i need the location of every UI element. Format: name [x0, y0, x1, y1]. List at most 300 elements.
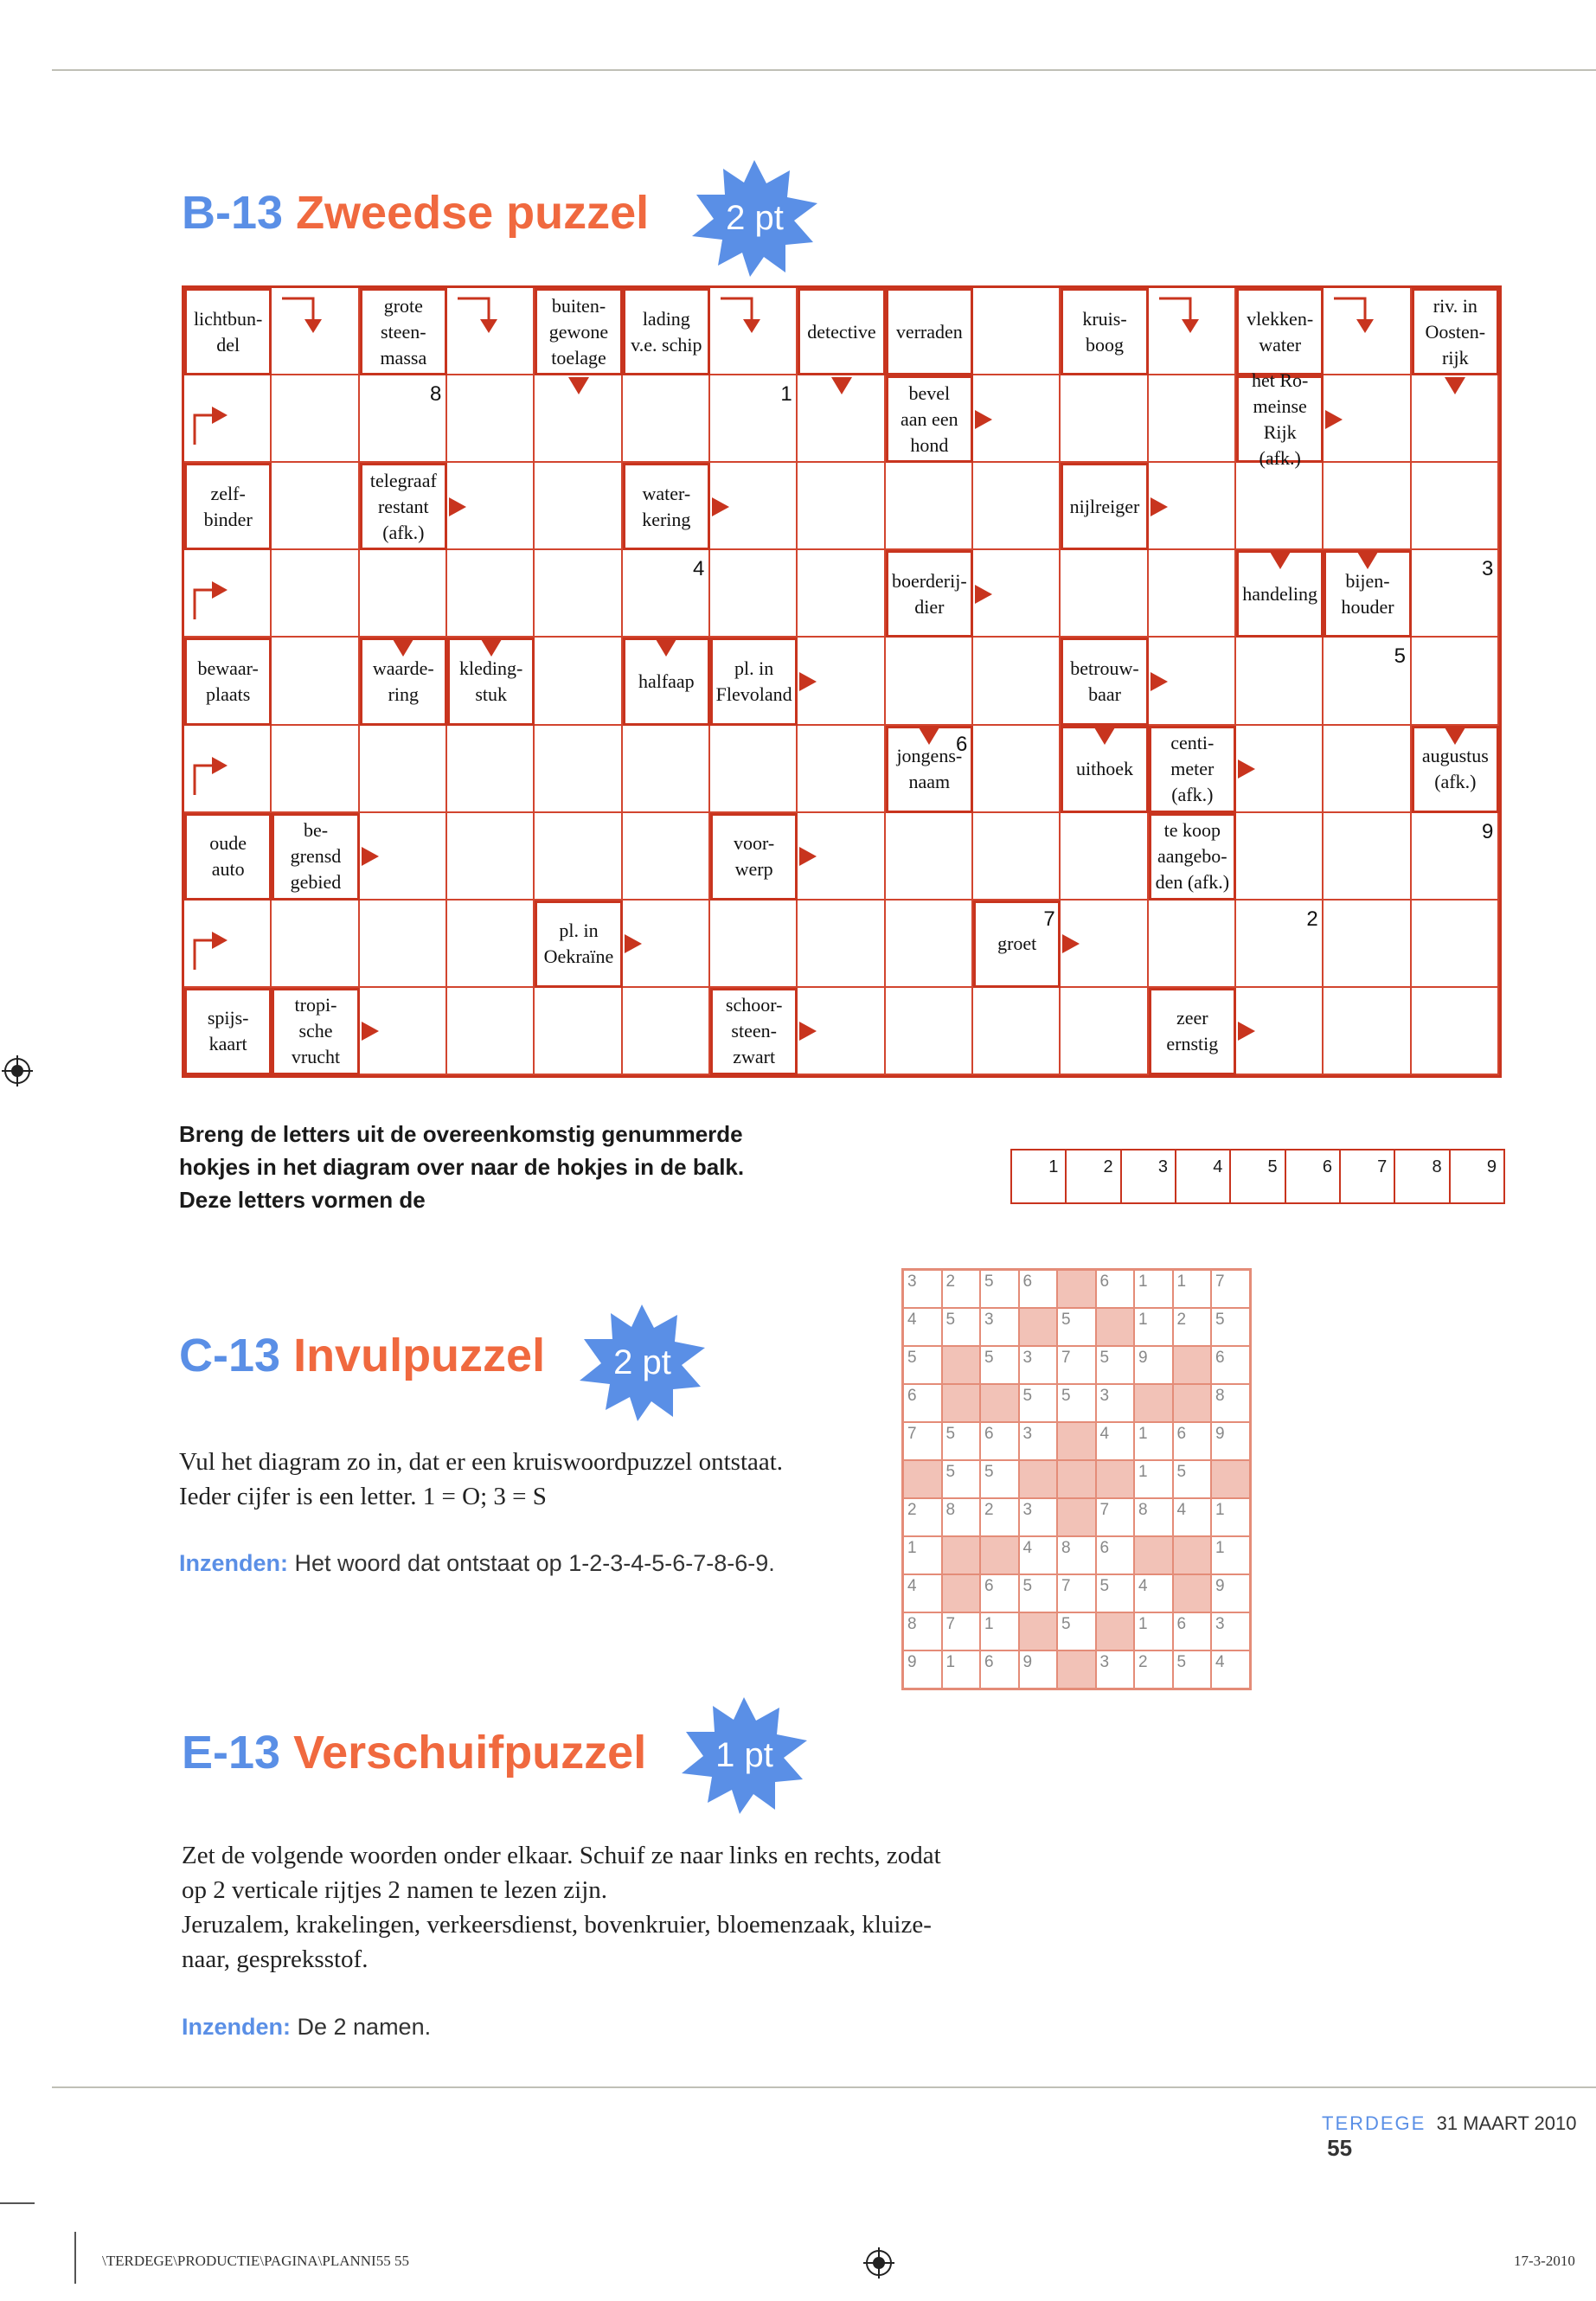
clue-line: aangebo-	[1157, 845, 1227, 868]
number-cell[interactable]: 2	[904, 1499, 943, 1537]
cell-number: 1	[780, 382, 792, 407]
answer-cell[interactable]	[360, 901, 447, 988]
blocked-cell	[904, 1461, 943, 1499]
solution-cell[interactable]	[1122, 1150, 1176, 1202]
clue-line: meinse	[1253, 394, 1307, 417]
c13-points: 2 pt	[613, 1343, 671, 1381]
number-cell[interactable]: 5	[904, 1347, 943, 1385]
answer-cell[interactable]	[272, 375, 359, 463]
clue-line: waarde-	[372, 657, 434, 679]
blocked-cell	[1020, 1613, 1059, 1651]
number-cell[interactable]: 6	[981, 1423, 1020, 1461]
clue-line: detective	[807, 320, 876, 343]
number-cell[interactable]: 1	[1135, 1309, 1174, 1347]
solution-number: 4	[1213, 1157, 1223, 1176]
clue-line: steen-	[731, 1020, 777, 1042]
clue-cell	[1236, 288, 1324, 375]
number-cell[interactable]: 5	[943, 1423, 982, 1461]
clue-text	[549, 293, 608, 371]
answer-cell[interactable]	[535, 813, 622, 901]
clue-line: betrouw-	[1070, 657, 1139, 679]
number-cell[interactable]: 2	[1135, 1651, 1174, 1689]
number-cell[interactable]: 6	[1020, 1271, 1059, 1309]
blocked-cell	[1097, 1461, 1136, 1499]
bent-arrow-down-icon	[1332, 295, 1384, 338]
solution-number: 5	[1267, 1157, 1278, 1176]
arrow-down-icon	[393, 639, 413, 657]
answer-cell[interactable]	[1149, 550, 1236, 638]
number-cell[interactable]: 1	[1135, 1271, 1174, 1309]
answer-cell[interactable]	[447, 988, 535, 1075]
blocked-cell	[1058, 1423, 1097, 1461]
answer-cell[interactable]	[447, 813, 535, 901]
clue-line: restant	[377, 495, 429, 517]
number-cell[interactable]: 7	[904, 1423, 943, 1461]
clue-text	[642, 481, 690, 533]
answer-cell[interactable]	[798, 463, 885, 550]
number-cell[interactable]: 2	[981, 1499, 1020, 1537]
number-cell[interactable]: 5	[1097, 1347, 1136, 1385]
number-cell[interactable]: 9	[1020, 1651, 1059, 1689]
answer-cell[interactable]	[1412, 463, 1499, 550]
clue-cell	[1412, 288, 1499, 375]
answer-cell[interactable]	[360, 550, 447, 638]
answer-cell[interactable]	[1149, 901, 1236, 988]
cell-number: 8	[430, 382, 442, 407]
answer-cell[interactable]	[1412, 638, 1499, 725]
answer-cell[interactable]	[886, 813, 973, 901]
solution-number: 8	[1432, 1157, 1442, 1176]
blocked-cell	[1135, 1537, 1174, 1575]
e13-points-badge	[682, 1697, 807, 1814]
number-cell[interactable]: 5	[943, 1461, 982, 1499]
clue-line: meter	[1170, 758, 1215, 780]
clue-text	[459, 656, 522, 708]
answer-cell[interactable]	[272, 638, 359, 725]
solution-cell[interactable]	[1012, 1150, 1067, 1202]
answer-cell[interactable]	[1061, 375, 1148, 463]
cell-number: 6	[956, 732, 968, 756]
answer-cell[interactable]	[973, 726, 1061, 813]
number-cell[interactable]: 6	[1097, 1537, 1136, 1575]
clue-text	[716, 656, 792, 708]
number-cell[interactable]: 3	[904, 1271, 943, 1309]
answer-cell[interactable]	[535, 638, 622, 725]
c13-name: Invulpuzzel	[293, 1330, 546, 1381]
number-cell[interactable]: 6	[1212, 1347, 1251, 1385]
number-cell[interactable]: 9	[1212, 1423, 1251, 1461]
clue-line: kleding-	[459, 657, 523, 679]
clue-line: halfaap	[638, 670, 695, 692]
clue-line: kaart	[208, 1033, 247, 1055]
clue-cell	[272, 813, 359, 901]
clue-line: v.e. schip	[631, 333, 702, 356]
number-cell[interactable]: 5	[943, 1309, 982, 1347]
answer-cell[interactable]	[1061, 550, 1148, 638]
clue-text	[1242, 581, 1317, 607]
number-cell[interactable]: 5	[1174, 1651, 1213, 1689]
clue-line: water-	[642, 482, 691, 504]
arrow-down-icon	[919, 727, 939, 745]
number-cell[interactable]: 7	[1212, 1271, 1251, 1309]
answer-cell[interactable]	[272, 726, 359, 813]
number-cell[interactable]: 8	[1135, 1499, 1174, 1537]
cell-number: 7	[1043, 907, 1055, 931]
clue-line: zelf-	[210, 482, 246, 504]
clue-text	[1341, 568, 1394, 620]
cell-number: 5	[1394, 644, 1407, 669]
answer-cell[interactable]	[1324, 988, 1411, 1075]
clue-text	[1070, 656, 1138, 708]
clue-line: boog	[1085, 333, 1124, 356]
clue-cell	[710, 988, 798, 1075]
number-cell[interactable]: 3	[981, 1309, 1020, 1347]
number-cell[interactable]: 5	[1212, 1309, 1251, 1347]
number-cell[interactable]: 2	[943, 1271, 982, 1309]
clue-line: hond	[910, 433, 949, 456]
e13-name: Verschuifpuzzel	[293, 1727, 647, 1779]
number-cell[interactable]: 1	[981, 1613, 1020, 1651]
solution-cell[interactable]	[1286, 1150, 1341, 1202]
clue-line: Rijk (afk.)	[1259, 420, 1301, 469]
number-cell[interactable]: 4	[904, 1309, 943, 1347]
clue-line: Flevoland	[715, 683, 792, 705]
number-cell[interactable]: 6	[904, 1385, 943, 1423]
answer-cell[interactable]	[886, 463, 973, 550]
number-cell[interactable]: 8	[904, 1613, 943, 1651]
answer-cell[interactable]	[710, 726, 798, 813]
clue-line: (afk.)	[382, 521, 425, 543]
clue-text	[807, 319, 875, 345]
answer-cell[interactable]	[447, 726, 535, 813]
clue-line: binder	[203, 508, 253, 530]
number-cell[interactable]: 5	[981, 1271, 1020, 1309]
clue-line: schoor-	[725, 994, 783, 1016]
swedish-crossword-grid	[182, 285, 1502, 1078]
number-cell[interactable]: 5	[981, 1347, 1020, 1385]
clue-cell	[886, 288, 973, 375]
number-cell[interactable]: 3	[1020, 1423, 1059, 1461]
number-cell[interactable]: 8	[943, 1499, 982, 1537]
instruction-line: Deze letters vormen de	[179, 1187, 426, 1213]
number-cell[interactable]: 4	[1135, 1575, 1174, 1613]
number-cell[interactable]: 4	[1020, 1537, 1059, 1575]
crop-mark	[0, 2202, 35, 2204]
solution-cell[interactable]	[1067, 1150, 1121, 1202]
top-rule	[52, 69, 1596, 71]
number-cell[interactable]: 3	[1097, 1651, 1136, 1689]
clue-cell	[535, 288, 622, 375]
arrow-right-icon	[449, 497, 466, 516]
number-cell[interactable]: 5	[1097, 1575, 1136, 1613]
answer-cell[interactable]	[973, 463, 1061, 550]
solution-cell[interactable]	[1395, 1150, 1450, 1202]
answer-cell[interactable]	[623, 375, 710, 463]
clue-line: houder	[1341, 595, 1394, 618]
clue-line: lichtbun-	[193, 307, 263, 330]
number-cell[interactable]: 5	[981, 1461, 1020, 1499]
number-cell[interactable]: 4	[1097, 1423, 1136, 1461]
clue-cell	[535, 901, 622, 988]
b13-points-badge	[692, 160, 817, 277]
answer-cell[interactable]	[623, 988, 710, 1075]
answer-cell[interactable]	[1324, 726, 1411, 813]
footer-running	[1322, 2112, 1596, 2162]
answer-cell[interactable]	[886, 638, 973, 725]
solution-number: 1	[1048, 1157, 1059, 1176]
clue-cell	[360, 288, 447, 375]
answer-cell[interactable]	[1324, 463, 1411, 550]
number-cell[interactable]: 3	[1212, 1613, 1251, 1651]
number-cell[interactable]: 9	[904, 1651, 943, 1689]
solution-cell[interactable]	[1231, 1150, 1285, 1202]
e13-points: 1 pt	[715, 1736, 773, 1774]
clue-text	[209, 830, 247, 882]
footer-path: \TERDEGE\PRODUCTIE\PAGINA\PLANNI55 55	[102, 2253, 409, 2269]
clue-text	[197, 656, 258, 708]
e13-text-line: op 2 verticale rijtjes 2 namen te lezen zijn.	[182, 1876, 607, 1904]
cell-number: 9	[1482, 819, 1494, 843]
answer-cell[interactable]	[447, 375, 535, 463]
clue-line: auto	[211, 858, 245, 881]
arrow-right-icon	[799, 672, 817, 691]
solution-cell[interactable]	[1176, 1150, 1231, 1202]
number-cell[interactable]: 1	[904, 1537, 943, 1575]
clue-text	[208, 1005, 249, 1057]
solution-cell[interactable]	[1341, 1150, 1395, 1202]
send-text: De 2 namen.	[291, 2014, 432, 2040]
number-cell[interactable]: 1	[943, 1651, 982, 1689]
answer-cell[interactable]	[272, 463, 359, 550]
page-number: 55	[1327, 2135, 1353, 2161]
clue-cell	[1061, 288, 1148, 375]
blocked-cell	[1174, 1347, 1213, 1385]
blocked-cell	[1058, 1499, 1097, 1537]
number-cell[interactable]: 1	[1174, 1271, 1213, 1309]
clue-line: bijen-	[1345, 569, 1390, 592]
clue-text	[734, 830, 774, 882]
answer-cell[interactable]	[798, 550, 885, 638]
clue-line: Oekraïne	[543, 945, 614, 968]
answer-cell[interactable]	[1324, 813, 1411, 901]
answer-cell[interactable]	[973, 988, 1061, 1075]
crop-mark	[74, 2232, 76, 2284]
blocked-cell	[1174, 1537, 1213, 1575]
clue-line: sche	[298, 1020, 333, 1042]
number-cell[interactable]: 1	[1135, 1423, 1174, 1461]
arrow-right-icon	[362, 847, 379, 866]
answer-cell[interactable]	[272, 901, 359, 988]
answer-cell[interactable]	[798, 901, 885, 988]
arrow-right-icon	[362, 1022, 379, 1041]
answer-cell[interactable]	[272, 550, 359, 638]
e13-text-line: Jeruzalem, krakelingen, verkeersdienst, bovenkruier, bloemenzaak, kluize-	[182, 1911, 932, 1939]
clue-text	[1082, 306, 1126, 358]
send-label: Inzenden:	[182, 2014, 291, 2040]
clue-line: te koop	[1163, 819, 1221, 842]
clue-text	[291, 817, 342, 895]
number-cell[interactable]: 1	[1212, 1499, 1251, 1537]
clue-line: het Ro-	[1251, 369, 1309, 391]
arrow-down-icon	[1357, 552, 1378, 569]
number-cell[interactable]: 6	[1097, 1271, 1136, 1309]
number-cell[interactable]: 3	[1020, 1347, 1059, 1385]
number-cell[interactable]: 4	[1174, 1499, 1213, 1537]
answer-cell[interactable]	[447, 901, 535, 988]
answer-cell[interactable]	[535, 726, 622, 813]
arrow-right-icon	[975, 410, 992, 429]
arrow-right-icon	[799, 847, 817, 866]
answer-cell[interactable]	[1412, 901, 1499, 988]
b13-points: 2 pt	[726, 199, 784, 237]
number-cell[interactable]: 6	[981, 1651, 1020, 1689]
clue-line: kering	[642, 508, 691, 530]
answer-cell[interactable]	[973, 638, 1061, 725]
solution-cell[interactable]	[1451, 1150, 1503, 1202]
e13-text-line: naar, gespreksstof.	[182, 1945, 369, 1973]
number-cell[interactable]: 8	[1058, 1537, 1097, 1575]
clue-cell	[184, 813, 272, 901]
blocked-cell	[981, 1537, 1020, 1575]
clue-line: riv. in	[1433, 294, 1477, 317]
number-cell[interactable]: 2	[1174, 1309, 1213, 1347]
clue-cell	[1149, 813, 1236, 901]
clue-line: grensd	[290, 845, 342, 868]
number-cell[interactable]: 1	[1135, 1461, 1174, 1499]
cell-number: 3	[1482, 557, 1494, 581]
number-cell[interactable]: 5	[1058, 1309, 1097, 1347]
clue-line: tropi-	[294, 994, 337, 1016]
number-cell[interactable]: 5	[1058, 1385, 1097, 1423]
clue-cell	[184, 463, 272, 550]
number-cell[interactable]: 5	[1020, 1575, 1059, 1613]
answer-cell[interactable]	[1236, 813, 1324, 901]
answer-cell[interactable]	[1236, 463, 1324, 550]
clue-text	[204, 481, 253, 533]
arrow-right-icon	[799, 1022, 817, 1041]
answer-cell[interactable]	[710, 550, 798, 638]
number-cell[interactable]: 3	[1020, 1499, 1059, 1537]
bent-arrow-right-icon	[189, 571, 233, 623]
arrow-down-icon	[1270, 552, 1291, 569]
send-label: Inzenden:	[179, 1550, 288, 1576]
blocked-cell	[1097, 1309, 1136, 1347]
solution-number: 6	[1322, 1157, 1332, 1176]
number-cell[interactable]: 6	[1174, 1423, 1213, 1461]
send-text: Het woord dat ontstaat op 1-2-3-4-5-6-7-8-6-9.	[288, 1550, 775, 1576]
answer-cell[interactable]	[1149, 375, 1236, 463]
clue-text	[1425, 293, 1485, 371]
answer-cell[interactable]	[535, 988, 622, 1075]
clue-text	[194, 306, 262, 358]
arrow-right-icon	[1062, 934, 1080, 953]
answer-cell[interactable]	[360, 726, 447, 813]
number-cell[interactable]: 1	[1135, 1613, 1174, 1651]
clue-line: aan een	[901, 407, 958, 430]
clue-line: ernstig	[1166, 1033, 1219, 1055]
instruction-line: hokjes in het diagram over naar de hokjes in de balk.	[179, 1154, 745, 1180]
answer-cell[interactable]	[535, 550, 622, 638]
number-cell[interactable]: 1	[1212, 1537, 1251, 1575]
c13-code: C-13	[179, 1330, 281, 1381]
answer-cell[interactable]	[1236, 638, 1324, 725]
clue-cell	[623, 288, 710, 375]
arrow-right-icon	[975, 585, 992, 604]
number-cell[interactable]: 4	[904, 1575, 943, 1613]
number-cell[interactable]: 7	[1058, 1347, 1097, 1385]
answer-cell[interactable]	[535, 463, 622, 550]
clue-line: steen-	[381, 320, 426, 343]
number-cell[interactable]: 9	[1135, 1347, 1174, 1385]
clue-cell	[184, 988, 272, 1075]
clue-line: jongens-	[896, 745, 963, 767]
answer-cell[interactable]	[886, 988, 973, 1075]
arrow-down-icon	[1445, 727, 1465, 745]
blocked-cell	[1174, 1385, 1213, 1423]
clue-text	[896, 743, 962, 795]
clue-line: (afk.)	[1434, 771, 1477, 793]
clue-line: baar	[1088, 683, 1121, 705]
number-cell[interactable]: 6	[981, 1575, 1020, 1613]
arrow-right-icon	[1325, 410, 1343, 429]
arrow-down-icon	[481, 639, 502, 657]
number-cell[interactable]: 7	[1097, 1499, 1136, 1537]
clue-cell	[886, 550, 973, 638]
number-cell[interactable]: 5	[1174, 1461, 1213, 1499]
footer-print-date: 17-3-2010	[1514, 2253, 1575, 2269]
answer-cell[interactable]	[623, 813, 710, 901]
clue-line: massa	[380, 346, 427, 369]
blocked-cell	[1058, 1461, 1097, 1499]
number-cell[interactable]: 5	[1058, 1613, 1097, 1651]
number-cell[interactable]: 5	[1020, 1385, 1059, 1423]
answer-cell[interactable]	[710, 901, 798, 988]
answer-cell[interactable]	[973, 813, 1061, 901]
number-cell[interactable]: 6	[1174, 1613, 1213, 1651]
answer-cell[interactable]	[1324, 901, 1411, 988]
answer-cell[interactable]	[623, 726, 710, 813]
clue-line: buiten-	[551, 294, 606, 317]
solution-number: 9	[1486, 1157, 1497, 1176]
clue-cell	[886, 375, 973, 463]
answer-cell[interactable]	[1061, 813, 1148, 901]
registration-mark-left	[2, 1055, 33, 1091]
number-cell[interactable]: 7	[1058, 1575, 1097, 1613]
answer-cell[interactable]	[447, 550, 535, 638]
number-cell[interactable]: 3	[1097, 1385, 1136, 1423]
answer-cell[interactable]	[798, 726, 885, 813]
number-cell[interactable]: 8	[1212, 1385, 1251, 1423]
number-cell[interactable]: 9	[1212, 1575, 1251, 1613]
answer-cell[interactable]	[886, 901, 973, 988]
fill-in-grid	[901, 1268, 1252, 1690]
answer-cell[interactable]	[973, 288, 1061, 375]
answer-cell[interactable]	[1412, 988, 1499, 1075]
clue-cell	[710, 638, 798, 725]
clue-cell	[1149, 726, 1236, 813]
clue-line: groet	[997, 933, 1037, 955]
number-cell[interactable]: 7	[943, 1613, 982, 1651]
solution-number: 2	[1103, 1157, 1113, 1176]
solution-number: 3	[1157, 1157, 1168, 1176]
clue-line: zwart	[733, 1046, 776, 1068]
clue-cell	[1149, 988, 1236, 1075]
blocked-cell	[1174, 1575, 1213, 1613]
clue-line: gebied	[290, 871, 342, 894]
answer-cell[interactable]	[1061, 988, 1148, 1075]
number-cell[interactable]: 4	[1212, 1651, 1251, 1689]
clue-text	[631, 306, 702, 358]
